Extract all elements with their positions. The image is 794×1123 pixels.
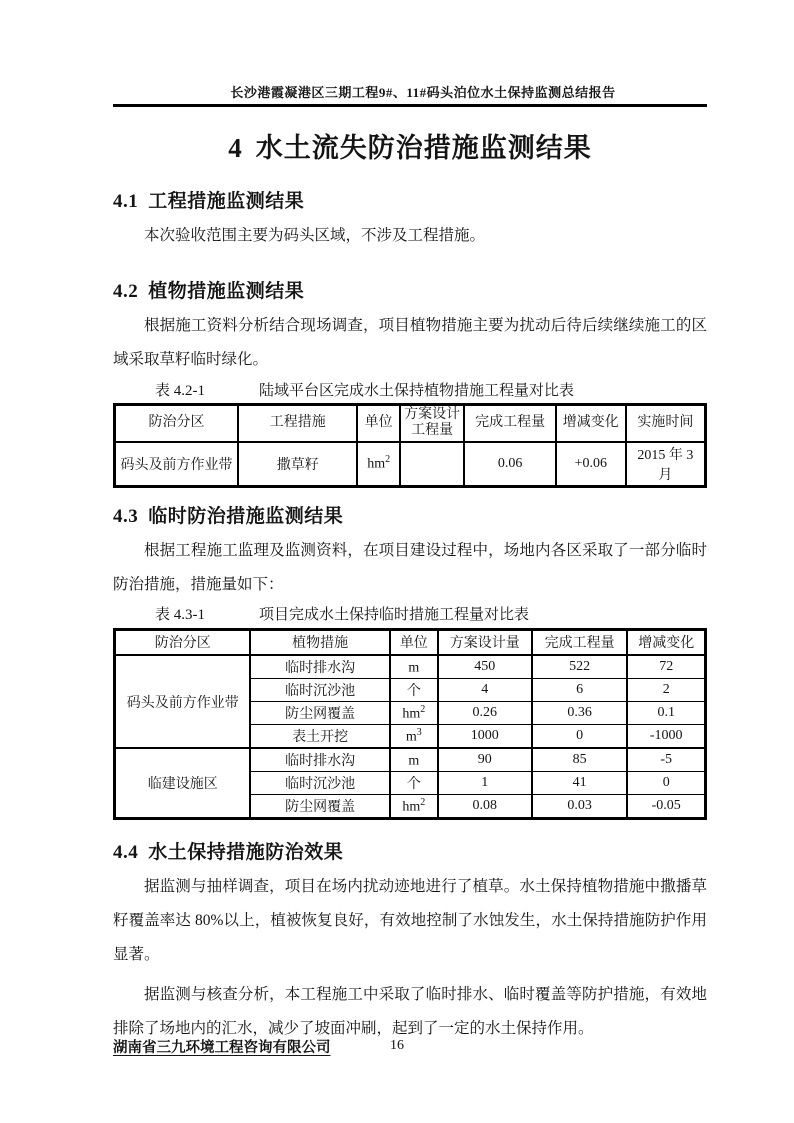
table-4-3-1-caption (155, 602, 707, 626)
section-4-2-number: 4.2 (113, 281, 139, 302)
cell-measure: 防尘网覆盖 (250, 795, 389, 819)
cell-design: 1 (438, 772, 532, 795)
cell-completed: 0.03 (532, 795, 628, 819)
unit-exponent: 2 (385, 454, 391, 466)
cell-zone-group1: 码头及前方作业带 (115, 655, 251, 748)
cell-design: 0.08 (438, 795, 532, 819)
section-4-4-paragraph-2: 据监测与核查分析，本工程施工中采取了临时排水、临时覆盖等防护措施，有效地排除了场地内的汇水，减少了坡面冲刷，起到了一定的水土保持作用。 (113, 986, 707, 1037)
col-header-change: 增减变化 (627, 629, 705, 655)
chapter-title (113, 126, 707, 165)
section-4-4-number: 4.4 (113, 842, 139, 863)
unit-base: hm (402, 706, 421, 722)
table-row (115, 655, 706, 679)
cell-change: 0.1 (627, 702, 705, 725)
cell-change: 2 (627, 679, 705, 702)
col-header-unit: 单位 (357, 405, 400, 442)
table-header-row (115, 629, 706, 655)
cell-unit (390, 795, 438, 819)
unit-base: hm (402, 799, 421, 815)
section-4-2-paragraph: 根据施工资料分析结合现场调查，项目植物措施主要为扰动后待后续继续施工的区域采取草籽临时绿化。 (113, 317, 707, 368)
cell-time: 2015 年 3 月 (626, 442, 706, 487)
cell-change: -0.05 (627, 795, 705, 819)
col-header-zone: 防治分区 (115, 405, 239, 442)
col-header-zone: 防治分区 (115, 629, 251, 655)
cell-unit (390, 679, 438, 702)
col-header-design-line2: 工程量 (411, 423, 454, 439)
cell-unit (357, 442, 400, 487)
cell-zone-group2: 临建设施区 (115, 748, 251, 819)
unit-base: 个 (406, 777, 421, 792)
table-row (115, 748, 706, 772)
col-header-change: 增减变化 (556, 405, 626, 442)
cell-change: -1000 (627, 725, 705, 749)
footer-company-name: 湖南省三九环境工程咨询有限公司 (113, 1040, 331, 1056)
table-caption-title: 陆域平台区完成水土保持植物措施工程量对比表 (259, 382, 575, 399)
cell-unit (390, 772, 438, 795)
table-4-2-1-caption (155, 377, 707, 401)
cell-completed: 85 (532, 748, 628, 772)
section-4-3-paragraph: 根据工程施工监理及监测资料，在项目建设过程中，场地内各区采取了一部分临时防治措施，措施量如下： (113, 541, 707, 593)
cell-completed: 6 (532, 679, 628, 702)
cell-unit (390, 655, 438, 679)
cell-zone: 码头及前方作业带 (115, 442, 239, 487)
table-header-row (115, 405, 706, 442)
col-header-measure: 植物措施 (250, 629, 389, 655)
col-header-time: 实施时间 (626, 405, 706, 442)
cell-measure: 撒草籽 (238, 442, 357, 487)
cell-design: 450 (438, 655, 532, 679)
section-4-4-title: 水土保持措施防治效果 (148, 842, 344, 863)
unit-base: m (405, 729, 417, 745)
table-caption-title: 项目完成水土保持临时措施工程量对比表 (259, 607, 530, 623)
section-4-4-heading (113, 837, 707, 864)
cell-unit (390, 748, 438, 772)
table-4-2-1 (113, 403, 707, 488)
section-4-3-title: 临时防治措施监测结果 (148, 505, 344, 527)
page-number: 16 (390, 1038, 404, 1053)
cell-design (400, 442, 464, 487)
col-header-design-line1: 方案设计 (404, 407, 461, 423)
section-4-1-number: 4.1 (113, 191, 139, 212)
cell-unit (390, 702, 438, 725)
col-header-design: 方案设计量 (438, 629, 532, 655)
cell-measure: 表土开挖 (250, 725, 389, 749)
col-header-completed: 完成工程量 (464, 405, 556, 442)
cell-design: 0.26 (438, 702, 532, 725)
table-caption-label: 表 4.3-1 (155, 607, 205, 623)
cell-unit (390, 725, 438, 749)
unit-base: m (408, 660, 420, 676)
cell-measure: 防尘网覆盖 (250, 702, 389, 725)
cell-change: -5 (627, 748, 705, 772)
unit-base: m (408, 753, 420, 769)
table-caption-label: 表 4.2-1 (155, 382, 205, 399)
cell-design: 90 (438, 748, 532, 772)
table-4-3-1 (113, 628, 707, 821)
col-header-design (400, 405, 464, 442)
section-4-3-heading (113, 501, 707, 528)
cell-completed: 0.06 (464, 442, 556, 487)
table-row (115, 442, 706, 487)
cell-change: +0.06 (556, 442, 626, 487)
cell-change: 72 (627, 655, 705, 679)
section-4-1-paragraph: 本次验收范围主要为码头区域，不涉及工程措施。 (144, 227, 486, 244)
unit-exponent: 3 (416, 726, 422, 738)
section-4-4-paragraph-1: 据监测与抽样调查，项目在场内扰动迹地进行了植草。水土保持植物措施中撒播草籽覆盖率达 80%以上，植被恢复良好，有效地控制了水蚀发生，水土保持措施防护作用显著。 (113, 878, 707, 963)
cell-design: 1000 (438, 725, 532, 749)
cell-completed: 41 (532, 772, 628, 795)
unit-base: hm (367, 456, 386, 472)
section-4-1-title: 工程措施监测结果 (148, 191, 305, 212)
section-4-1-heading (113, 186, 707, 213)
section-4-3-number: 4.3 (113, 505, 139, 527)
cell-measure: 临时沉沙池 (250, 772, 389, 795)
cell-completed: 0.36 (532, 702, 628, 725)
page-content (113, 82, 707, 1046)
chapter-number: 4 (228, 133, 243, 163)
cell-completed: 522 (532, 655, 628, 679)
col-header-measure: 工程措施 (238, 405, 357, 442)
section-4-2-title: 植物措施监测结果 (148, 281, 305, 302)
col-header-completed: 完成工程量 (532, 629, 628, 655)
cell-design: 4 (438, 679, 532, 702)
running-header (113, 82, 707, 107)
chapter-title-text: 水土流失防治措施监测结果 (255, 133, 592, 163)
unit-exponent: 2 (420, 703, 426, 715)
section-4-2-heading (113, 276, 707, 303)
col-header-unit: 单位 (390, 629, 438, 655)
cell-measure: 临时沉沙池 (250, 679, 389, 702)
unit-exponent: 2 (420, 796, 426, 808)
cell-measure: 临时排水沟 (250, 655, 389, 679)
cell-completed: 0 (532, 725, 628, 749)
unit-base: 个 (406, 684, 421, 699)
cell-change: 0 (627, 772, 705, 795)
cell-measure: 临时排水沟 (250, 748, 389, 772)
running-header-text: 长沙港霞凝港区三期工程9#、11#码头泊位水土保持监测总结报告 (230, 85, 616, 100)
